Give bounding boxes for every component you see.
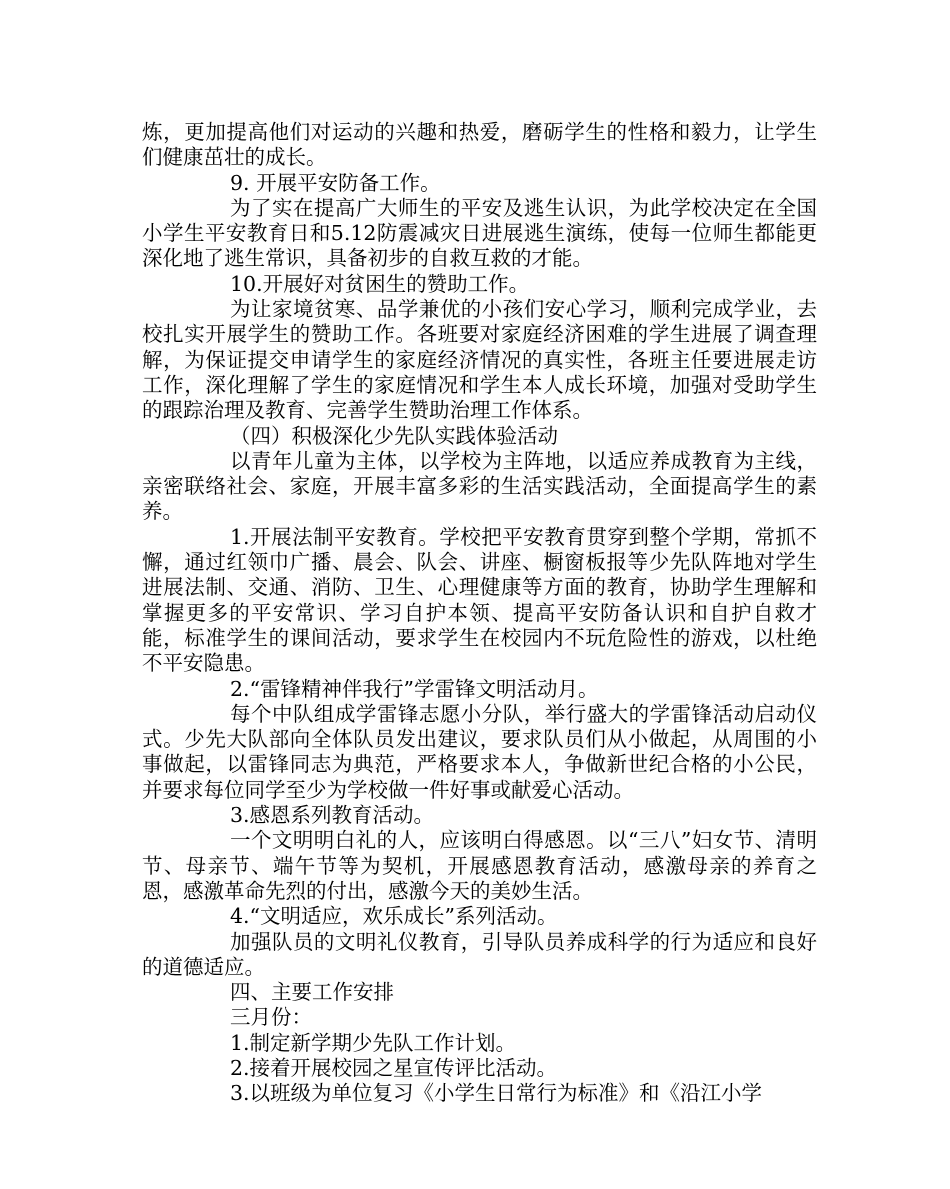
paragraph-0: 炼，更加提高他们对运动的兴趣和热爱，磨砺学生的性格和毅力，让学生们健康茁壮的成长。 (142, 120, 817, 170)
section-heading-10: 10.开展好对贫困生的赞助工作。 (230, 271, 530, 296)
list-item-3: 3.以班级为单位复习《小学生日常行为标准》和《沿江小学 (230, 1081, 763, 1106)
paragraph-9: 每个中队组成学雷锋志愿小分队，举行盛大的学雷锋活动启动仪式。少先大队部向全体队员发出建议，要求队员们从小做起，从周围的小事做起，以雷锋同志为典范，严格要求本人，争做新世纪合格的小公民，并要求每位同学至少为学校做一件好事或献爱心活动。 (142, 701, 817, 802)
activity-heading-lei-feng: 2.“雷锋精神伴我行”学雷锋文明活动月。 (230, 676, 599, 701)
activity-heading-civility: 4.“文明适应，欢乐成长”系列活动。 (230, 904, 558, 929)
list-item-1: 1.制定新学期少先队工作计划。 (230, 1030, 517, 1055)
activity-heading-gratitude: 3.感恩系列教育活动。 (230, 803, 435, 828)
paragraph-13: 加强队员的文明礼仪教育，引导队员养成科学的行为适应和良好的道德适应。 (142, 929, 817, 979)
paragraph-6: 以青年儿童为主体，以学校为主阵地，以适应养成教育为主线，亲密联络社会、家庭，开展丰富多彩的生活实践活动，全面提高学生的素养。 (142, 448, 817, 524)
section-heading-9: 9. 开展平安防备工作。 (230, 170, 441, 195)
paragraph-4: 为让家境贫寒、品学兼优的小孩们安心学习，顺利完成学业，去校扎实开展学生的赞助工作。各班要对家庭经济困难的学生进展了调查理解，为保证提交申请学生的家庭经济情况的真实性，各班主任要进展走访工作，深化理解了学生的家庭情况和学生本人成长环境，加强对受助学生的跟踪治理及教育、完善学生赞助治理工作体系。 (142, 297, 817, 423)
paragraph-7: 1.开展法制平安教育。学校把平安教育贯穿到整个学期，常抓不懈，通过红领巾广播、晨会、队会、讲座、橱窗板报等少先队阵地对学生进展法制、交通、消防、卫生、心理健康等方面的教育，协助学生理解和掌握更多的平安常识、学习自护本领、提高平安防备认识和自护自救才能，标准学生的课间活动，要求学生在校园内不玩危险性的游戏，以杜绝不平安隐患。 (142, 524, 817, 676)
paragraph-11: 一个文明明白礼的人，应该明白得感恩。以“三八”妇女节、清明节、母亲节、端午节等为契机，开展感恩教育活动，感激母亲的养育之恩，感激革命先烈的付出，感激今天的美妙生活。 (142, 828, 817, 903)
section-heading-work-schedule: 四、主要工作安排 (230, 980, 394, 1005)
document-body (142, 120, 817, 1107)
list-item-2: 2.接着开展校园之星宣传评比活动。 (230, 1055, 558, 1080)
paragraph-2: 为了实在提高广大师生的平安及逃生认识，为此学校决定在全国小学生平安教育日和5.12防震减灾日进展逃生演练，使每一位师生都能更深化地了逃生常识，具备初步的自救互救的才能。 (142, 195, 817, 271)
month-heading-march: 三月份： (230, 1005, 312, 1030)
section-heading-4-practice: （四）积极深化少先队实践体验活动 (230, 423, 558, 448)
